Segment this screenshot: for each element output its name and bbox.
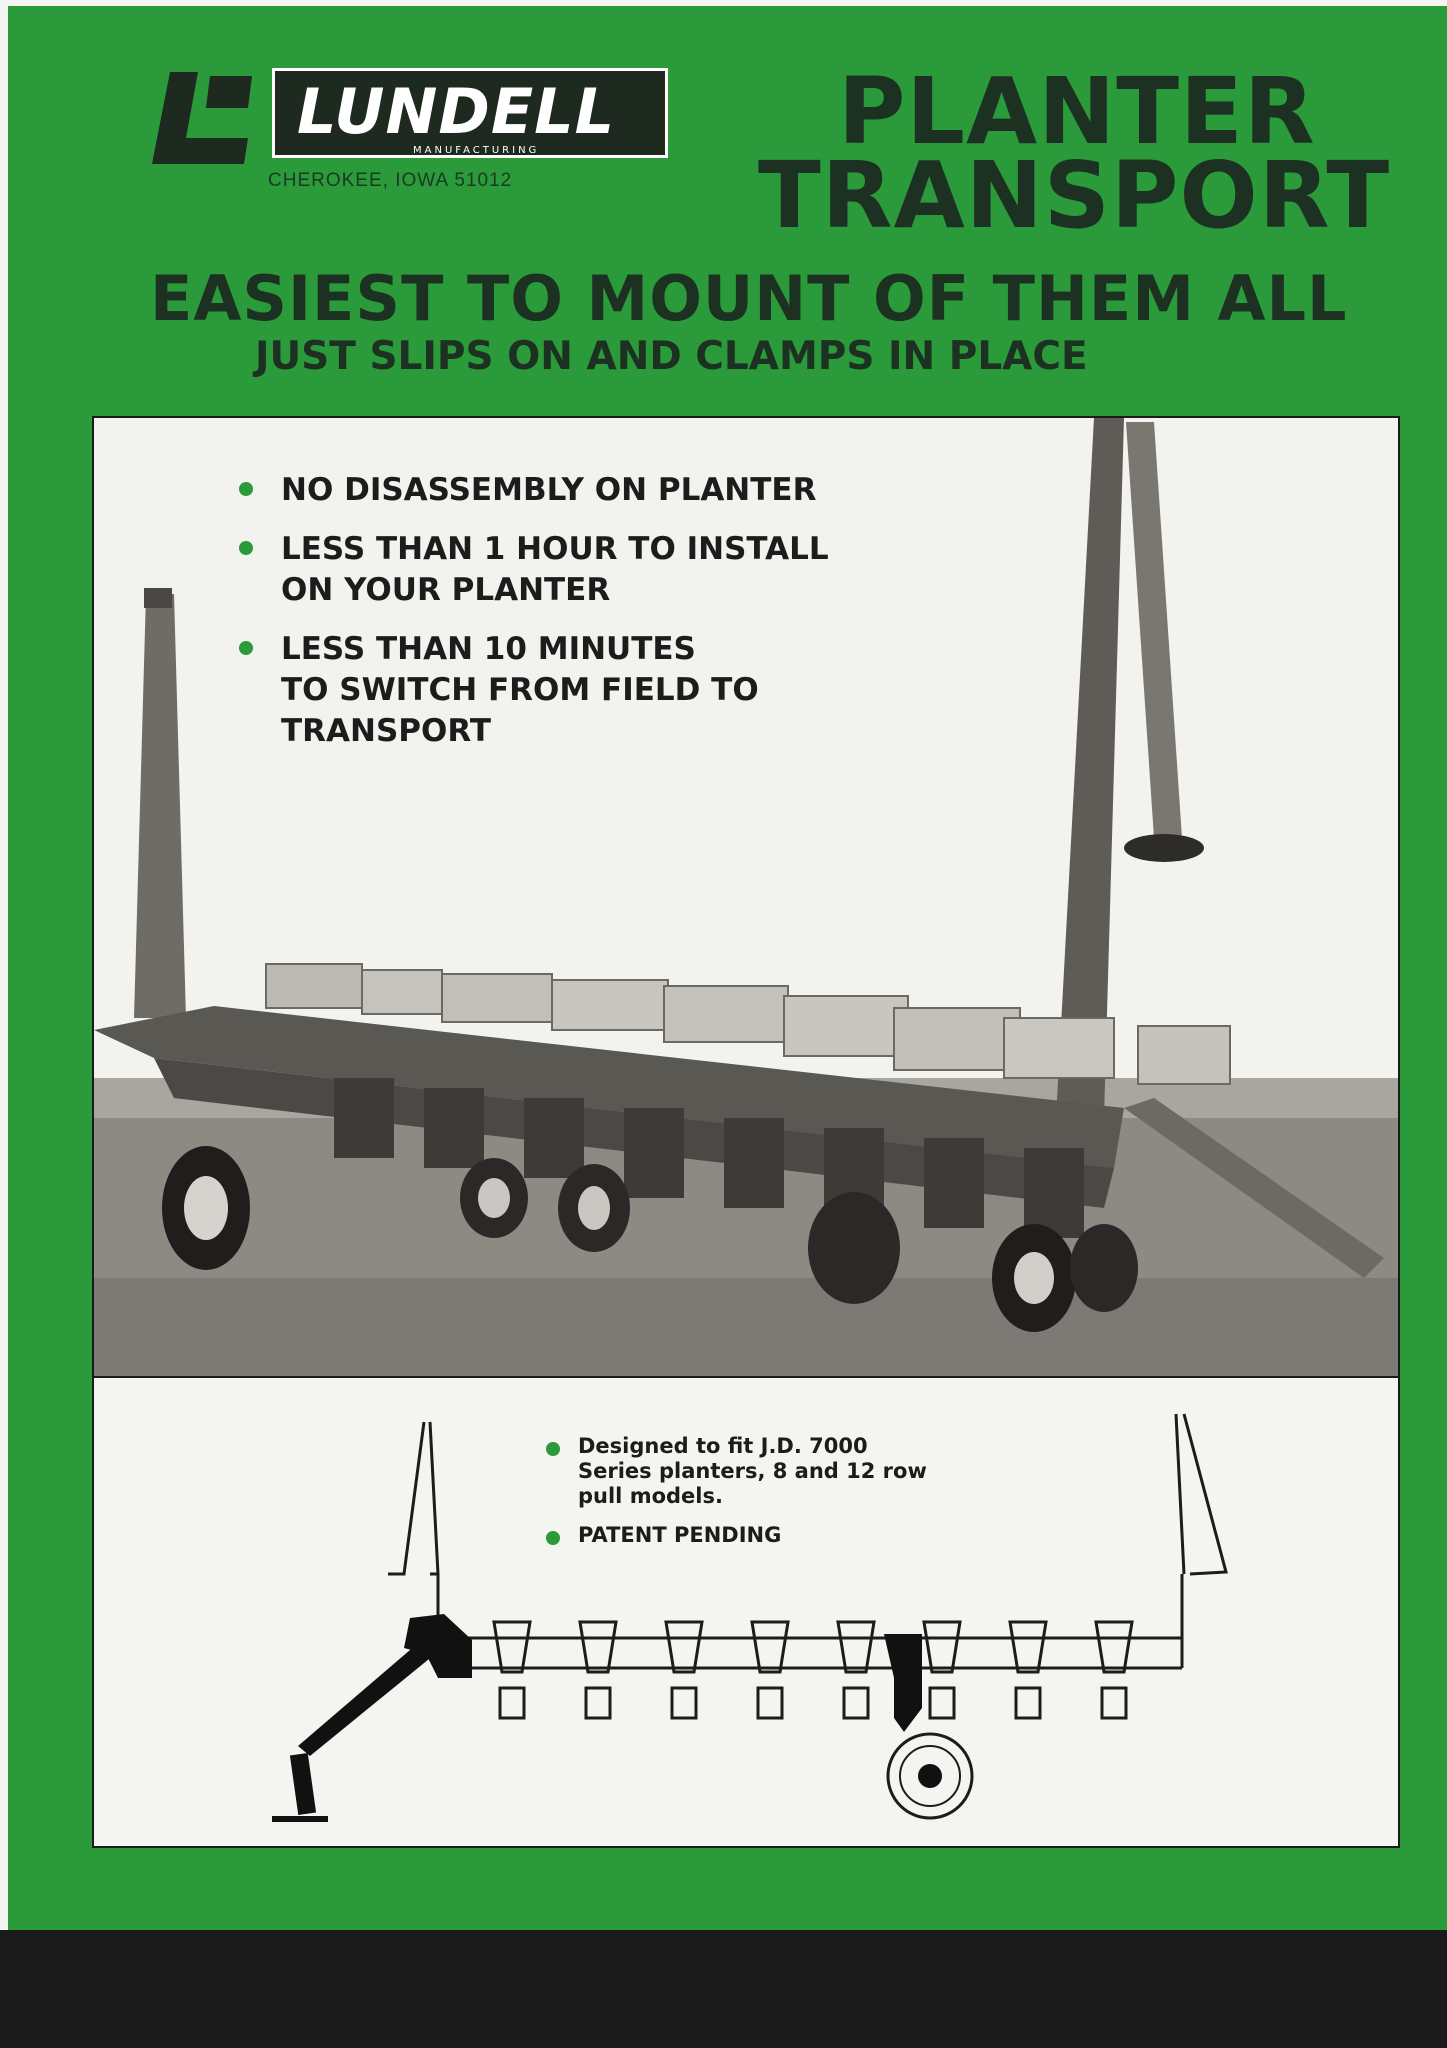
feature-text: NO DISASSEMBLY ON PLANTER — [281, 472, 817, 508]
planter-photo — [92, 416, 1400, 1378]
brand-logo — [272, 68, 668, 158]
feature-item — [239, 629, 959, 752]
row-units — [494, 1622, 1132, 1718]
feature-text: LESS THAN 1 HOUR TO INSTALL ON YOUR PLANTER — [281, 531, 829, 608]
feature-list — [239, 470, 959, 770]
page-title-line-2: TRANSPORT — [758, 142, 1391, 249]
subheadline: JUST SLIPS ON AND CLAMPS IN PLACE — [255, 334, 1088, 379]
brand-address: CHEROKEE, IOWA 51012 — [268, 170, 513, 191]
bullet-icon — [546, 1442, 560, 1456]
brand-division: MANUFACTURING — [413, 145, 540, 156]
page-title-line-1: PLANTER — [838, 58, 1316, 165]
page-edge-top — [0, 0, 1447, 6]
spec-text: Designed to fit J.D. 7000 Series planters, 8 and 12 row pull models. — [578, 1434, 927, 1508]
page-bottom-band — [0, 1930, 1447, 2048]
headline: EASIEST TO MOUNT OF THEM ALL — [150, 262, 1348, 335]
feature-item — [239, 529, 959, 611]
bullet-icon — [239, 641, 253, 655]
bullet-icon — [546, 1531, 560, 1545]
bullet-icon — [239, 482, 253, 496]
planter-diagram — [92, 1378, 1400, 1848]
bullet-icon — [239, 541, 253, 555]
spec-item — [546, 1523, 1066, 1548]
spec-list — [546, 1434, 1066, 1562]
lundell-logo-icon — [152, 72, 252, 164]
spec-text: PATENT PENDING — [578, 1523, 782, 1547]
feature-text: LESS THAN 10 MINUTES TO SWITCH FROM FIELD TO TRANSPORT — [281, 631, 759, 749]
page-edge-left — [0, 0, 8, 2048]
feature-item — [239, 470, 959, 511]
spec-item — [546, 1434, 1066, 1509]
brand-name: LUNDELL — [297, 75, 616, 148]
